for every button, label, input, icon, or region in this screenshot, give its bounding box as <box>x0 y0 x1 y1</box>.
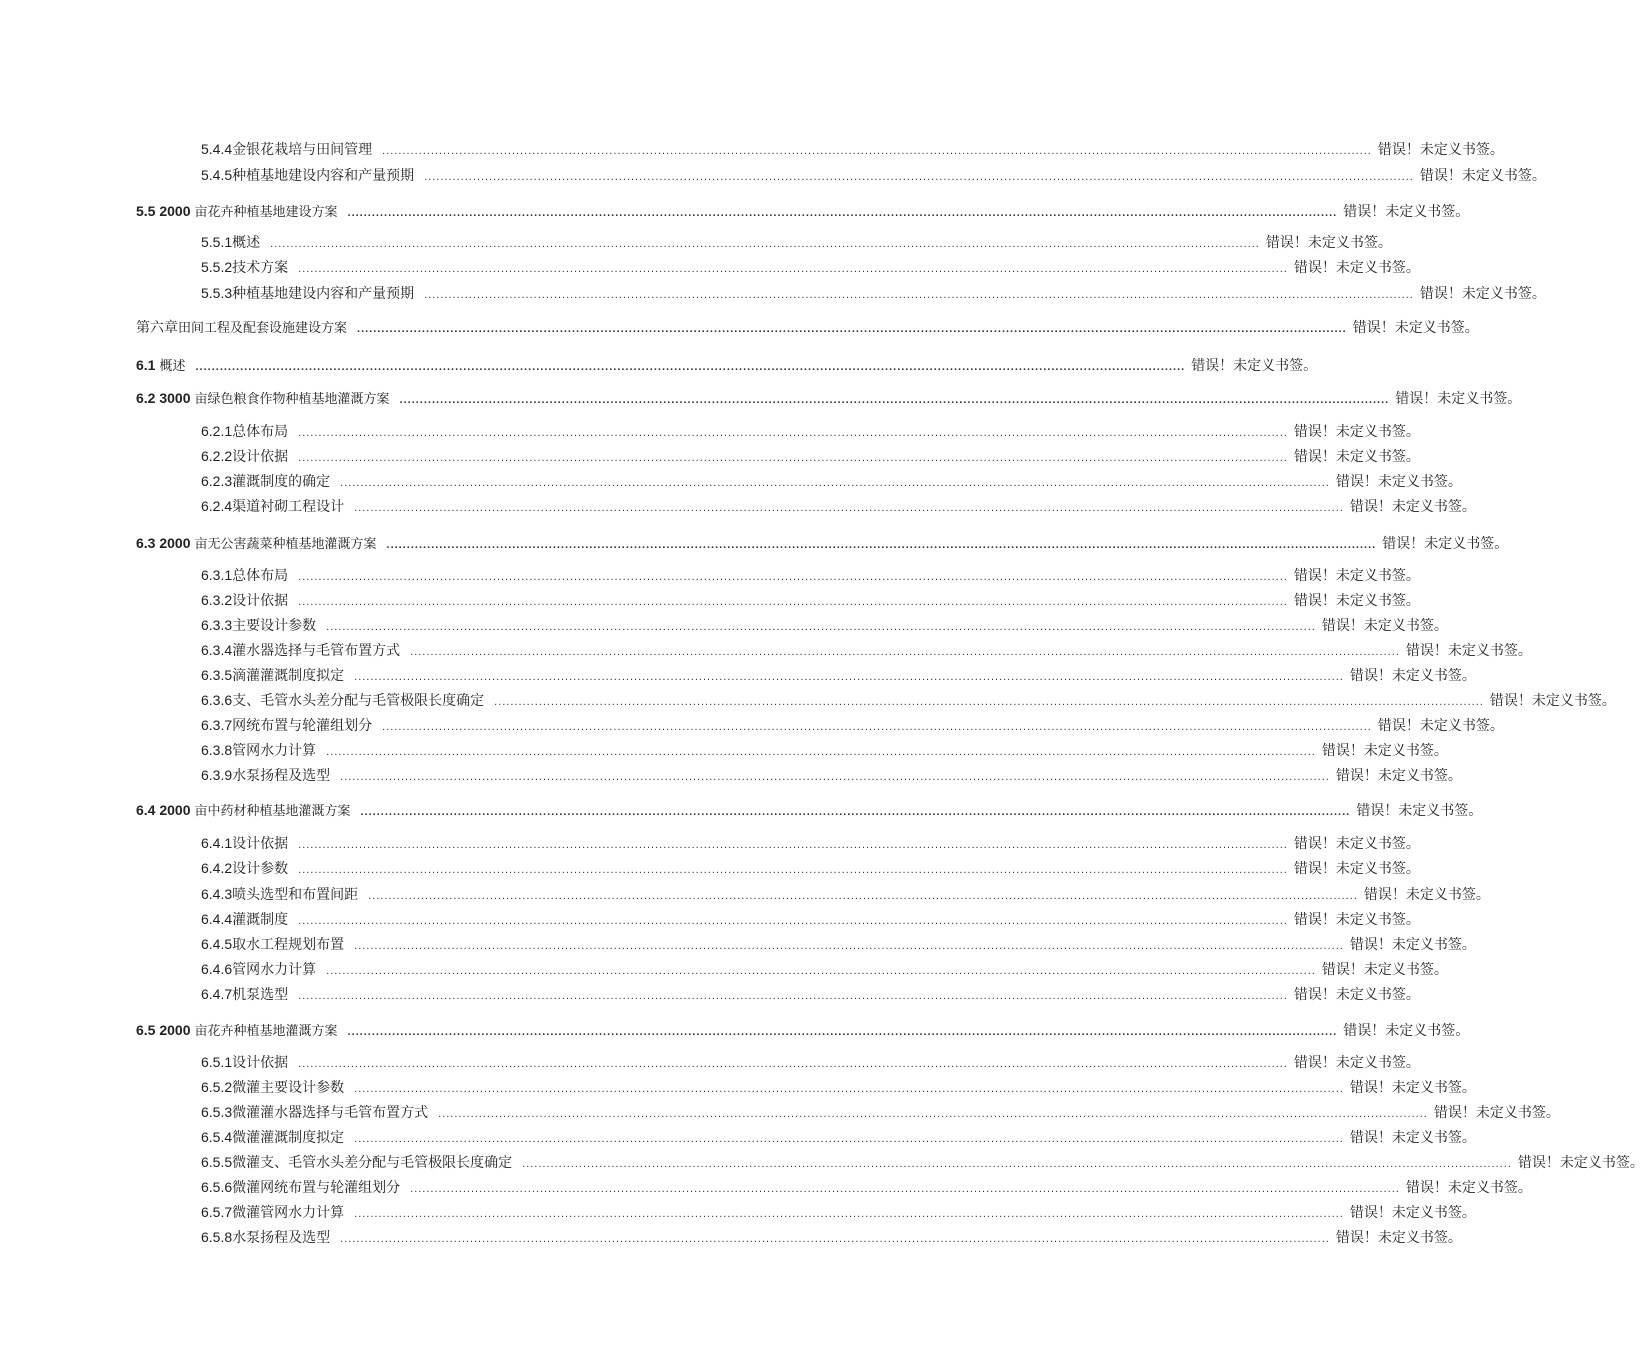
toc-entry-page: 错误！未定义书签。 <box>1191 358 1318 374</box>
toc-entry[interactable] <box>201 166 1546 184</box>
toc-entry[interactable] <box>201 1053 1420 1071</box>
toc-entry[interactable] <box>201 859 1420 877</box>
toc-entry-page: 错误！未定义书签。 <box>1343 1023 1470 1039</box>
toc-entry-page: 错误！未定义书签。 <box>1489 693 1616 709</box>
toc-entry-title: 亩绿色粮食作物种植基地灌溉方案 <box>194 392 390 407</box>
toc-entry-page: 错误！未定义书签。 <box>1382 536 1509 552</box>
toc-entry-page: 错误！未定义书签。 <box>1335 1230 1462 1246</box>
toc-entry-title: 概述 <box>159 359 186 374</box>
toc-entry-title: 田间工程及配套设施建设方案 <box>178 321 348 336</box>
toc-dot-leader: .................................................................................................................................................................................................................................................... <box>399 394 1390 406</box>
toc-entry-title: 设计依据 <box>232 1055 289 1071</box>
toc-entry[interactable] <box>201 422 1420 440</box>
toc-entry-number: 6.4.6 <box>201 961 233 977</box>
toc-entry-page: 错误！未定义书签。 <box>1321 743 1448 759</box>
toc-entry-number: 6.4.2 <box>201 860 233 876</box>
toc-entry-number: 5.5.2 <box>201 259 233 275</box>
toc-entry-page: 错误！未定义书签。 <box>1293 1055 1420 1071</box>
toc-entry-title: 灌水器选择与毛管布置方式 <box>232 643 401 659</box>
toc-entry-page: 错误！未定义书签。 <box>1356 803 1483 819</box>
toc-entry-page: 错误！未定义书签。 <box>1419 286 1546 302</box>
toc-entry-title: 微灌网统布置与轮灌组划分 <box>232 1180 401 1196</box>
toc-entry[interactable] <box>201 935 1476 953</box>
toc-entry-page: 错误！未定义书签。 <box>1265 235 1392 251</box>
toc-dot-leader: .................................................................................................................................................................................................................................................... <box>326 746 1316 758</box>
toc-entry-number: 6.2 3000 <box>136 390 191 406</box>
toc-entry[interactable] <box>201 766 1462 784</box>
toc-dot-leader: .................................................................................................................................................................................................................................................... <box>298 990 1288 1002</box>
toc-entry-title: 微灌灌溉制度拟定 <box>232 1130 345 1146</box>
toc-entry[interactable] <box>201 910 1420 928</box>
toc-entry-title: 喷头选型和布置间距 <box>232 887 359 903</box>
toc-entry-page: 错误！未定义书签。 <box>1405 643 1532 659</box>
toc-entry-title: 设计参数 <box>232 861 289 877</box>
toc-entry-page: 错误！未定义书签。 <box>1293 987 1420 1003</box>
toc-dot-leader: .................................................................................................................................................................................................................................................... <box>326 621 1316 633</box>
toc-entry[interactable] <box>136 801 1483 819</box>
toc-entry-page: 错误！未定义书签。 <box>1349 1080 1476 1096</box>
toc-dot-leader: .................................................................................................................................................................................................................................................... <box>298 1058 1288 1070</box>
toc-dot-leader: .................................................................................................................................................................................................................................................... <box>298 596 1288 608</box>
toc-entry-title: 水泵扬程及选型 <box>232 768 331 784</box>
toc-entry[interactable] <box>136 1021 1470 1039</box>
toc-entry-number: 6.2.4 <box>201 498 233 514</box>
toc-entry-title: 管网水力计算 <box>232 743 317 759</box>
toc-entry-title: 支、毛管水头差分配与毛管极限长度确定 <box>232 693 485 709</box>
toc-dot-leader: .................................................................................................................................................................................................................................................... <box>195 361 1186 373</box>
toc-dot-leader: .................................................................................................................................................................................................................................................... <box>326 965 1316 977</box>
toc-entry-page: 错误！未定义书签。 <box>1419 168 1546 184</box>
toc-entry[interactable] <box>136 356 1318 374</box>
toc-dot-leader: .................................................................................................................................................................................................................................................... <box>438 1108 1428 1120</box>
toc-entry-number: 6.5.7 <box>201 1204 233 1220</box>
toc-entry-number: 5.4.4 <box>201 141 233 157</box>
toc-entry-number: 6.4.4 <box>201 911 233 927</box>
toc-entry-page: 错误！未定义书签。 <box>1293 861 1420 877</box>
toc-entry[interactable] <box>201 641 1532 659</box>
toc-entry[interactable] <box>201 1203 1476 1221</box>
toc-entry[interactable] <box>201 834 1420 852</box>
toc-entry-title: 机泵选型 <box>232 987 289 1003</box>
toc-entry[interactable] <box>201 666 1476 684</box>
toc-dot-leader: .................................................................................................................................................................................................................................................... <box>494 696 1484 708</box>
toc-entry[interactable] <box>201 566 1420 584</box>
toc-entry-number: 6.4.7 <box>201 986 233 1002</box>
toc-entry-title: 设计依据 <box>232 593 289 609</box>
toc-entry[interactable] <box>201 960 1448 978</box>
toc-entry-number: 6.3.9 <box>201 767 233 783</box>
toc-entry-title: 微灌主要设计参数 <box>232 1080 345 1096</box>
toc-entry[interactable] <box>136 389 1522 407</box>
toc-entry-title: 技术方案 <box>232 260 289 276</box>
toc-entry-title: 取水工程规划布置 <box>232 937 345 953</box>
toc-entry[interactable] <box>201 691 1616 709</box>
toc-dot-leader: .................................................................................................................................................................................................................................................... <box>410 646 1400 658</box>
toc-dot-leader: .................................................................................................................................................................................................................................................... <box>368 890 1358 902</box>
toc-entry-title: 渠道衬砌工程设计 <box>232 499 345 515</box>
toc-entry-number: 6.4.1 <box>201 835 233 851</box>
toc-entry-title: 亩花卉种植基地灌溉方案 <box>194 1024 338 1039</box>
toc-entry-page: 错误！未定义书签。 <box>1293 424 1420 440</box>
toc-entry-title: 亩中药材种植基地灌溉方案 <box>194 804 351 819</box>
toc-entry-page: 错误！未定义书签。 <box>1349 499 1476 515</box>
toc-entry[interactable] <box>201 1078 1476 1096</box>
toc-entry-title: 总体布局 <box>232 568 289 584</box>
toc-entry[interactable] <box>201 885 1490 903</box>
toc-entry-page: 错误！未定义书签。 <box>1321 962 1448 978</box>
toc-entry-number: 6.3.6 <box>201 692 233 708</box>
toc-entry[interactable] <box>201 1103 1560 1121</box>
toc-entry-number: 6.2.3 <box>201 473 233 489</box>
toc-entry-page: 错误！未定义书签。 <box>1293 568 1420 584</box>
toc-dot-leader: .................................................................................................................................................................................................................................................... <box>410 1183 1400 1195</box>
toc-entry-page: 错误！未定义书签。 <box>1293 593 1420 609</box>
toc-entry[interactable] <box>201 233 1392 251</box>
toc-entry-page: 错误！未定义书签。 <box>1363 887 1490 903</box>
toc-dot-leader: .................................................................................................................................................................................................................................................... <box>347 1026 1338 1038</box>
toc-entry[interactable] <box>136 202 1470 220</box>
toc-entry[interactable] <box>201 447 1420 465</box>
toc-dot-leader: .................................................................................................................................................................................................................................................... <box>298 915 1288 927</box>
toc-entry-number: 6.4 2000 <box>136 802 191 818</box>
toc-dot-leader: .................................................................................................................................................................................................................................................... <box>354 1133 1344 1145</box>
toc-entry-title: 水泵扬程及选型 <box>232 1230 331 1246</box>
toc-entry-page: 错误！未定义书签。 <box>1405 1180 1532 1196</box>
toc-entry[interactable] <box>201 591 1420 609</box>
toc-dot-leader: .................................................................................................................................................................................................................................................... <box>522 1158 1512 1170</box>
toc-entry-number: 6.5.4 <box>201 1129 233 1145</box>
toc-entry[interactable] <box>201 1153 1644 1171</box>
toc-entry-page: 错误！未定义书签。 <box>1433 1105 1560 1121</box>
toc-entry[interactable] <box>201 284 1546 302</box>
toc-entry-number: 6.2.1 <box>201 423 233 439</box>
toc-entry-number: 6.5.3 <box>201 1104 233 1120</box>
toc-entry[interactable] <box>201 716 1504 734</box>
toc-dot-leader: .................................................................................................................................................................................................................................................... <box>424 171 1414 183</box>
toc-entry-number: 5.5.1 <box>201 234 233 250</box>
toc-entry-page: 错误！未定义书签。 <box>1293 912 1420 928</box>
toc-entry-title: 亩无公害蔬菜种植基地灌溉方案 <box>194 537 377 552</box>
toc-entry-number: 6.3 2000 <box>136 535 191 551</box>
toc-entry-number: 6.4.5 <box>201 936 233 952</box>
toc-dot-leader: .................................................................................................................................................................................................................................................... <box>354 1083 1344 1095</box>
toc-entry-number: 6.3.5 <box>201 667 233 683</box>
toc-dot-leader: .................................................................................................................................................................................................................................................... <box>386 539 1377 551</box>
toc-entry-title: 种植基地建设内容和产量预期 <box>232 286 415 302</box>
toc-entry[interactable] <box>136 534 1509 552</box>
toc-dot-leader: .................................................................................................................................................................................................................................................... <box>360 806 1351 818</box>
toc-entry[interactable] <box>201 1178 1532 1196</box>
toc-entry[interactable] <box>201 258 1420 276</box>
toc-dot-leader: .................................................................................................................................................................................................................................................... <box>382 145 1372 157</box>
toc-entry-number: 5.5.3 <box>201 285 233 301</box>
toc-entry-number: 6.1 <box>136 357 156 373</box>
toc-dot-leader: .................................................................................................................................................................................................................................................... <box>382 721 1372 733</box>
toc-dot-leader: .................................................................................................................................................................................................................................................... <box>354 671 1344 683</box>
toc-entry-page: 错误！未定义书签。 <box>1343 204 1470 220</box>
toc-entry-number: 6.5.2 <box>201 1079 233 1095</box>
toc-dot-leader: .................................................................................................................................................................................................................................................... <box>354 502 1344 514</box>
toc-entry[interactable] <box>201 985 1420 1003</box>
toc-entry-number: 6.3.3 <box>201 617 233 633</box>
toc-dot-leader: .................................................................................................................................................................................................................................................... <box>424 289 1414 301</box>
toc-entry-number: 6.3.1 <box>201 567 233 583</box>
toc-entry-title: 主要设计参数 <box>232 618 317 634</box>
toc-entry-number: 6.5.5 <box>201 1154 233 1170</box>
toc-dot-leader: .................................................................................................................................................................................................................................................... <box>347 207 1338 219</box>
toc-entry-page: 错误！未定义书签。 <box>1352 320 1479 336</box>
toc-entry-page: 错误！未定义书签。 <box>1349 1130 1476 1146</box>
toc-dot-leader: .................................................................................................................................................................................................................................................... <box>340 771 1330 783</box>
toc-dot-leader: .................................................................................................................................................................................................................................................... <box>298 839 1288 851</box>
toc-entry-page: 错误！未定义书签。 <box>1377 142 1504 158</box>
toc-entry-number: 6.5 2000 <box>136 1022 191 1038</box>
toc-dot-leader: .................................................................................................................................................................................................................................................... <box>270 238 1260 250</box>
toc-entry-page: 错误！未定义书签。 <box>1293 449 1420 465</box>
toc-entry-page: 错误！未定义书签。 <box>1293 836 1420 852</box>
toc-entry-page: 错误！未定义书签。 <box>1395 391 1522 407</box>
toc-entry-title: 灌溉制度的确定 <box>232 474 331 490</box>
toc-entry-title: 微灌管网水力计算 <box>232 1205 345 1221</box>
toc-entry[interactable] <box>201 1228 1462 1246</box>
toc-entry-title: 灌溉制度 <box>232 912 289 928</box>
toc-entry-title: 金银花栽培与田间管理 <box>232 142 373 158</box>
toc-dot-leader: .................................................................................................................................................................................................................................................... <box>357 323 1347 335</box>
toc-entry-number: 6.3.2 <box>201 592 233 608</box>
toc-entry-title: 总体布局 <box>232 424 289 440</box>
toc-entry-number: 6.3.4 <box>201 642 233 658</box>
toc-entry[interactable] <box>201 140 1504 158</box>
toc-entry-title: 亩花卉种植基地建设方案 <box>194 205 338 220</box>
toc-dot-leader: .................................................................................................................................................................................................................................................... <box>340 1233 1330 1245</box>
toc-entry-number: 6.3.8 <box>201 742 233 758</box>
toc-entry-page: 错误！未定义书签。 <box>1377 718 1504 734</box>
toc-entry-title: 微灌支、毛管水头差分配与毛管极限长度确定 <box>232 1155 513 1171</box>
toc-entry[interactable] <box>136 318 1479 336</box>
toc-entry-title: 概述 <box>232 235 261 251</box>
toc-entry-number: 5.5 2000 <box>136 203 191 219</box>
toc-entry[interactable] <box>201 1128 1476 1146</box>
toc-entry-number: 6.2.2 <box>201 448 233 464</box>
toc-dot-leader: .................................................................................................................................................................................................................................................... <box>354 1208 1344 1220</box>
toc-entry-title: 滴灌灌溉制度拟定 <box>232 668 345 684</box>
toc-entry-number: 第六章 <box>136 319 178 335</box>
toc-entry-number: 6.5.6 <box>201 1179 233 1195</box>
toc-dot-leader: .................................................................................................................................................................................................................................................... <box>298 571 1288 583</box>
toc-entry-page: 错误！未定义书签。 <box>1335 768 1462 784</box>
toc-entry-number: 6.5.8 <box>201 1229 233 1245</box>
toc-entry-title: 设计依据 <box>232 449 289 465</box>
toc-entry[interactable] <box>201 616 1448 634</box>
toc-dot-leader: .................................................................................................................................................................................................................................................... <box>298 452 1288 464</box>
toc-entry-page: 错误！未定义书签。 <box>1293 260 1420 276</box>
toc-entry-page: 错误！未定义书签。 <box>1349 937 1476 953</box>
toc-entry-page: 错误！未定义书签。 <box>1321 618 1448 634</box>
toc-entry[interactable] <box>201 741 1448 759</box>
toc-entry-page: 错误！未定义书签。 <box>1349 668 1476 684</box>
toc-entry-page: 错误！未定义书签。 <box>1349 1205 1476 1221</box>
toc-dot-leader: .................................................................................................................................................................................................................................................... <box>298 263 1288 275</box>
toc-entry-page: 错误！未定义书签。 <box>1517 1155 1644 1171</box>
toc-dot-leader: .................................................................................................................................................................................................................................................... <box>340 477 1330 489</box>
toc-dot-leader: .................................................................................................................................................................................................................................................... <box>354 940 1344 952</box>
toc-dot-leader: .................................................................................................................................................................................................................................................... <box>298 864 1288 876</box>
toc-entry-title: 微灌灌水器选择与毛管布置方式 <box>232 1105 429 1121</box>
toc-entry[interactable] <box>201 497 1476 515</box>
toc-entry-number: 6.4.3 <box>201 886 233 902</box>
toc-entry-page: 错误！未定义书签。 <box>1335 474 1462 490</box>
toc-entry-number: 6.3.7 <box>201 717 233 733</box>
toc-dot-leader: .................................................................................................................................................................................................................................................... <box>298 427 1288 439</box>
toc-entry-title: 管网水力计算 <box>232 962 317 978</box>
toc-entry-title: 网统布置与轮灌组划分 <box>232 718 373 734</box>
toc-entry-number: 5.4.5 <box>201 167 233 183</box>
toc-entry-number: 6.5.1 <box>201 1054 233 1070</box>
toc-entry-title: 种植基地建设内容和产量预期 <box>232 168 415 184</box>
toc-entry[interactable] <box>201 472 1462 490</box>
toc-entry-title: 设计依据 <box>232 836 289 852</box>
